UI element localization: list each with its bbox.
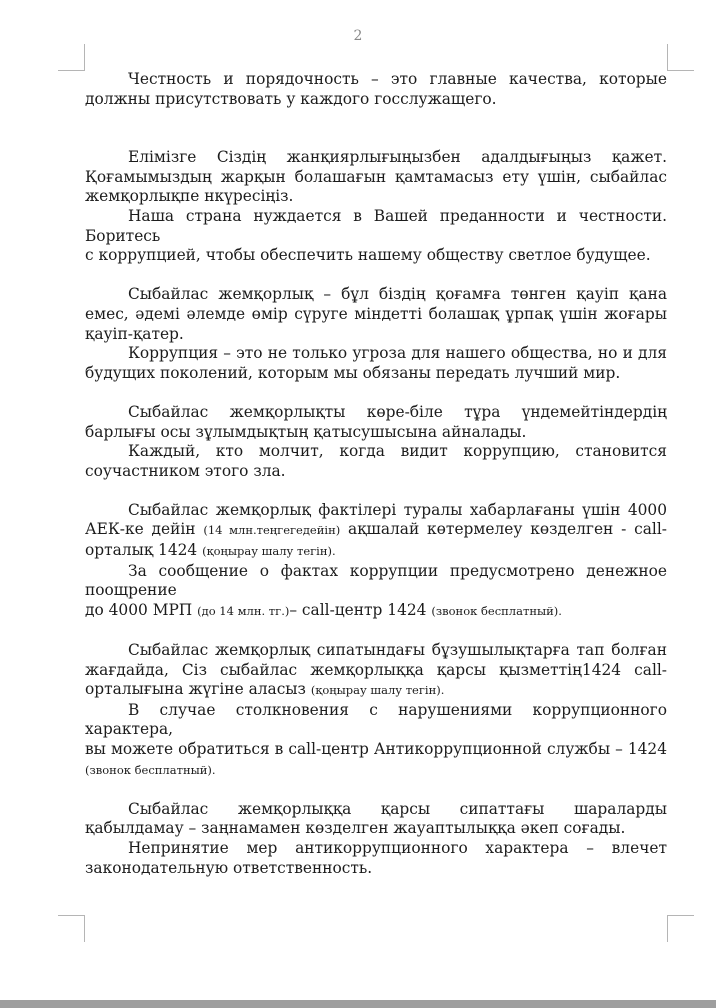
paragraph-threat-kz: Сыбайлас жемқорлық – бұл біздің қоғамға төнген қауіп қана емес, әдемі әлемде өмір сүруге міндетті болашақ ұрпақ үшін жоғары қауіп-қатер. — [85, 285, 667, 343]
paragraph-liability-ru: Непринятие мер антикоррупционного характера – влечет законодательную ответственность. — [85, 838, 667, 877]
reward-kz-free-call: (қоңырау шалу тегін). — [202, 544, 336, 559]
page-number: 2 — [353, 28, 363, 44]
margin-mark-bottom-right — [667, 915, 694, 942]
paragraph-silence-kz: Сыбайлас жемқорлықты көре-біле тұра үндемейтіндердің барлығы осы зұлымдықтың қатысушысына айналады. — [85, 402, 667, 441]
report-kz-text: Сыбайлас жемқорлық сипатындағы бұзушылықтарға тап болған жағдайда, Сіз сыбайлас жемқорлыққа қарсы қызметтің1424 call-орталығына жүгіне аласыз — [85, 641, 667, 699]
reward-ru-amount: (до 14 млн. тг.) — [197, 603, 290, 618]
margin-mark-top-right — [667, 44, 694, 71]
paragraph-threat-ru: Коррупция – это не только угроза для нашего общества, но и для будущих поколений, которым мы обязаны передать лучший мир. — [85, 344, 667, 382]
reward-kz-amount: (14 млн.теңгегедейін) — [203, 523, 341, 538]
paragraph-reward-kz — [85, 501, 667, 562]
paragraph-report-kz — [85, 641, 667, 701]
reward-kz-callcenter: ақшалай көтермелеу көзделген - call-орталық 1424 — [85, 520, 667, 560]
reward-kz-text: Сыбайлас жемқорлық фактілері туралы хабарлағаны үшін 4000 АЕК-ке дейін — [85, 500, 667, 539]
paragraph-devotion-kz: Елімізге Сіздің жанқиярлығыңызбен адалдығыңыз қажет. Қоғамымыздың жарқын болашағын қамтамасыз ету үшін, сыбайлас жемқорлықпе нкүресіңіз. — [85, 148, 667, 206]
paragraph-report-ru-cont — [85, 740, 667, 780]
reward-ru-free-call: (звонок бесплатный). — [431, 603, 562, 618]
paragraph-reward-ru-cont — [85, 601, 667, 622]
paragraph-devotion-ru: Наша страна нуждается в Вашей преданности и честности. Боритесь — [85, 206, 667, 245]
paragraph-report-ru: В случае столкновения с нарушениями коррупционного характера, — [85, 700, 667, 739]
margin-mark-bottom-left — [58, 915, 85, 942]
bottom-scroll-bar — [0, 1000, 716, 1008]
document-body — [85, 70, 667, 878]
paragraph-silence-ru: Каждый, кто молчит, когда видит коррупцию, становится соучастником этого зла. — [85, 442, 667, 480]
margin-mark-top-left — [58, 44, 85, 71]
paragraph-devotion-ru-cont: с коррупцией, чтобы обеспечить нашему обществу светлое будущее. — [85, 246, 651, 265]
report-kz-free-call: (қоңырау шалу тегін). — [310, 683, 445, 698]
reward-ru-mrp: до 4000 МРП — [85, 600, 193, 619]
report-ru-text: вы можете обратиться в call-центр Антикоррупционной службы – 1424 — [85, 740, 667, 758]
paragraph-reward-ru: За сообщение о фактах коррупции предусмотрено денежное поощрение — [85, 561, 667, 600]
paragraph-honesty-ru: Честность и порядочность – это главные качества, которые должны присутствовать у каждого госслужащего. — [85, 70, 667, 108]
report-ru-free-call: (звонок бесплатный). — [85, 762, 216, 777]
reward-ru-callcenter: – call-центр 1424 — [289, 600, 427, 619]
paragraph-liability-kz: Сыбайлас жемқорлыққа қарсы сипаттағы шараларды қабылдамау – заңнамамен көзделген жауаптылыққа әкеп соғады. — [85, 799, 667, 838]
